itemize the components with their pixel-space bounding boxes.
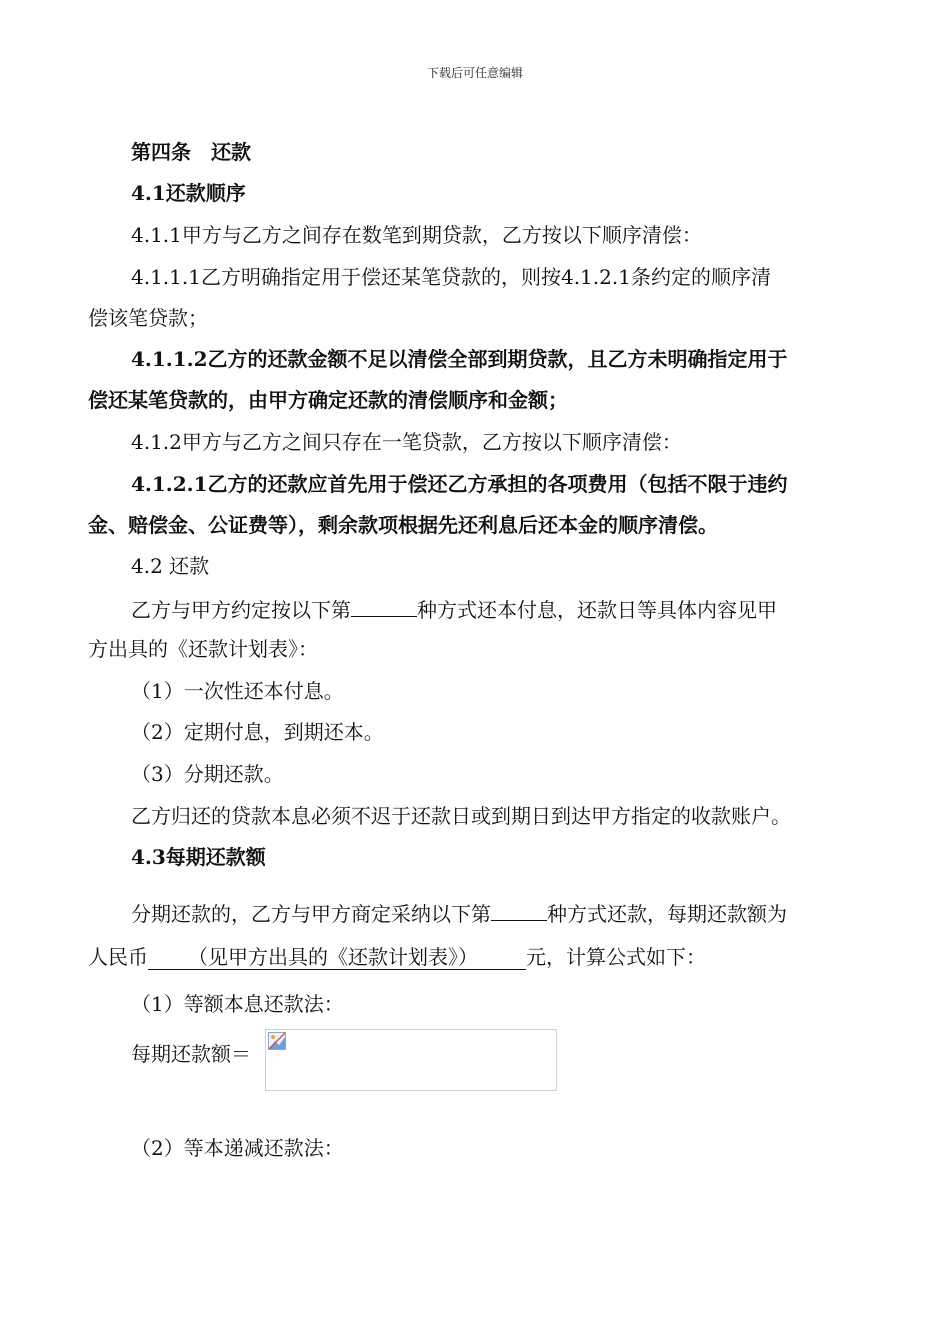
article-title: 第四条 还款 [131,140,251,164]
formula-image-placeholder [265,1029,557,1091]
s42-p1-post: 种方式还本付息，还款日等具体内容见甲 [417,598,777,622]
section-4-3-paragraph2 [0,947,950,967]
amount-blank[interactable] [148,945,526,970]
clause-4-1-2-1-line2: 金、赔偿金、公证费等），剩余款项根据先还利息后还本金的顺序清偿。 [88,513,718,537]
section-4-2-paragraph1 [0,598,950,620]
s43-p2-post: 元，计算公式如下： [526,945,706,969]
clause-4-1-1-2-line2: 偿还某笔贷款的，由甲方确定还款的清偿顺序和金额； [88,388,568,412]
clause-4-1-1: 4.1.1甲方与乙方之间存在数笔到期贷款，乙方按以下顺序清偿： [131,223,702,247]
s43-p1-pre: 分期还款的，乙方与甲方商定采纳以下第 [131,902,491,926]
blank-installment-method[interactable] [491,902,547,921]
s42-p1-line2: 方出具的《还款计划表》： [88,637,318,661]
blank-repayment-method[interactable] [351,598,417,617]
option-1: （1）一次性还本付息。 [131,679,344,703]
section-4-3-title: 4.3每期还款额 [131,845,266,869]
section-4-2-paragraph2: 乙方归还的贷款本息必须不迟于还款日或到期日到达甲方指定的收款账户。 [131,804,791,828]
s43-p2-pre: 人民币 [88,945,148,969]
clause-4-1-2-1-line1: 4.1.2.1乙方的还款应首先用于偿还乙方承担的各项费用（包括不限于违约 [131,472,788,496]
option-3: （3）分期还款。 [131,762,284,786]
method-2: （2）等本递减还款法： [131,1136,344,1160]
section-4-2-title: 4.2 还款 [131,554,210,578]
formula-label: 每期还款额＝ [131,1042,251,1066]
page-header: 下载后可任意编辑 [426,66,523,80]
clause-4-1-2: 4.1.2甲方与乙方之间只存在一笔贷款，乙方按以下顺序清偿： [131,430,682,454]
amount-note: （见甲方出具的《还款计划表》） [188,945,478,969]
section-4-3-paragraph1 [0,902,950,924]
method-1: （1）等额本息还款法： [131,992,344,1016]
clause-4-1-1-1-line2: 偿该笔贷款； [88,306,208,330]
clause-4-1-1-2-line1: 4.1.1.2乙方的还款金额不足以清偿全部到期贷款，且乙方未明确指定用于 [131,347,788,371]
s42-p1-pre: 乙方与甲方约定按以下第 [131,598,351,622]
section-4-1-title: 4.1还款顺序 [131,181,246,205]
broken-image-icon [268,1032,286,1050]
clause-4-1-1-1-line1: 4.1.1.1乙方明确指定用于偿还某笔贷款的，则按4.1.2.1条约定的顺序清 [131,265,771,289]
option-2: （2）定期付息，到期还本。 [131,720,384,744]
s43-p1-post: 种方式还款，每期还款额为 [547,902,787,926]
